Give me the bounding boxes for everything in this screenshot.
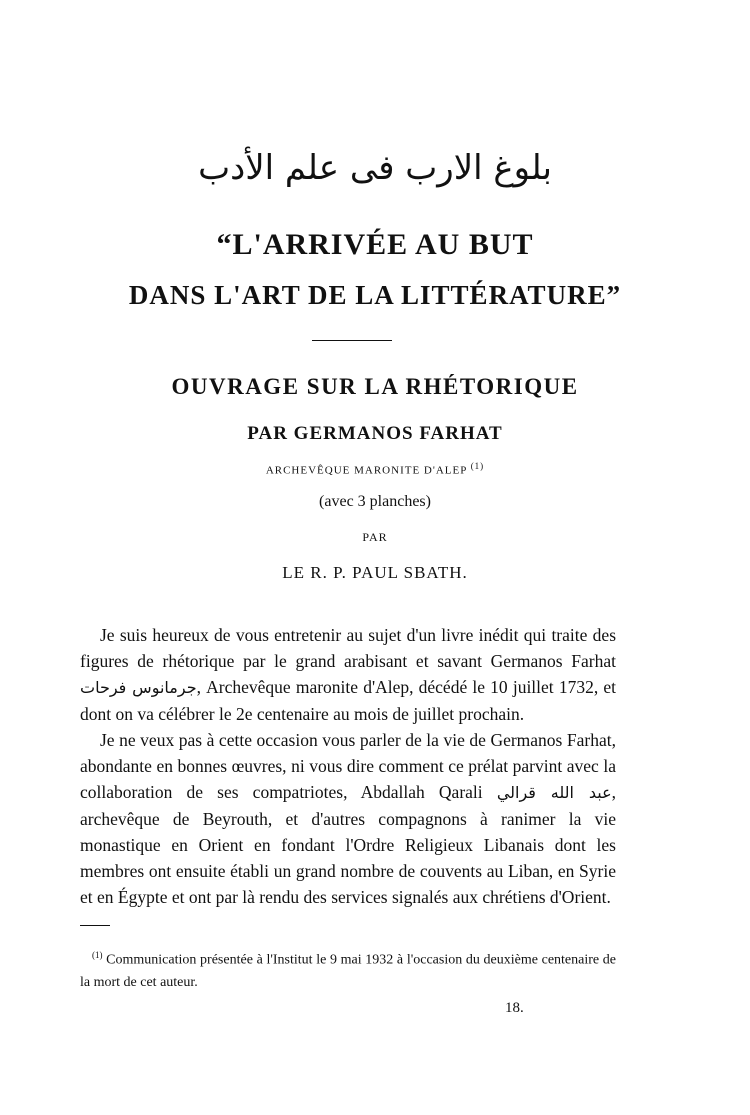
footnote-rule <box>80 925 110 926</box>
editor-line: LE R. P. PAUL SBATH. <box>282 563 468 582</box>
title-line-1: “L'ARRIVÉE AU BUT <box>216 228 534 261</box>
footnote-text: Communication présentée à l'Institut le 9 mai 1932 à l'occasion du deuxième centenaire de la mort de cet auteur. <box>80 952 617 990</box>
subtitle: OUVRAGE SUR LA RHÉTORIQUE <box>171 374 579 399</box>
title-divider <box>312 340 392 341</box>
par-label: PAR <box>362 530 388 544</box>
author-line: PAR GERMANOS FARHAT <box>247 423 503 444</box>
author-role-text: ARCHEVÊQUE MARONITE D'ALEP <box>265 464 467 477</box>
footnote <box>80 944 616 994</box>
paragraph-2: Je ne veux pas à cette occasion vous parler de la vie de Germanos Farhat, abondante en bonnes œuvres, ni vous dire comment ce prélat parvint avec la collaboration de ses compatriotes, Abdallah Qarali عبد الله قرالي, archevêque de Beyrouth, et d'autres compagnons à ranimer la vie monastique en Orient en fondant l'Ordre Religieux Libanais dont les membres ont ensuite établi un grand nombre de couvents au Liban, en Syrie et en Égypte et ont par là rendu des services signalés aux chrétiens d'Orient. <box>80 730 617 907</box>
footnote-reference: (1) <box>470 461 485 471</box>
planches-note: (avec 3 planches) <box>319 493 431 510</box>
paragraph-1: Je suis heureux de vous entretenir au sujet d'un livre inédit qui traite des figures de rhétorique par le grand arabisant et savant Germanos Farhat جرمانوس فرحات, Archevêque maronite d'Alep, décédé le 10 juillet 1732, et dont on va célébrer le 2e centenaire au mois de juillet prochain. <box>80 625 616 724</box>
arabic-name-farhat: جرمانوس فرحات <box>80 678 197 697</box>
arabic-title: بلوغ الارب فى علم الأدب <box>198 148 552 188</box>
page-number: 18. <box>505 1000 524 1016</box>
footnote-marker: (1) <box>92 950 103 960</box>
arabic-name-qarali: عبد الله قرالي <box>496 783 612 802</box>
title-line-2: DANS L'ART DE LA LITTÉRATURE” <box>128 280 622 310</box>
author-role <box>0 461 750 477</box>
body-text <box>80 622 616 910</box>
